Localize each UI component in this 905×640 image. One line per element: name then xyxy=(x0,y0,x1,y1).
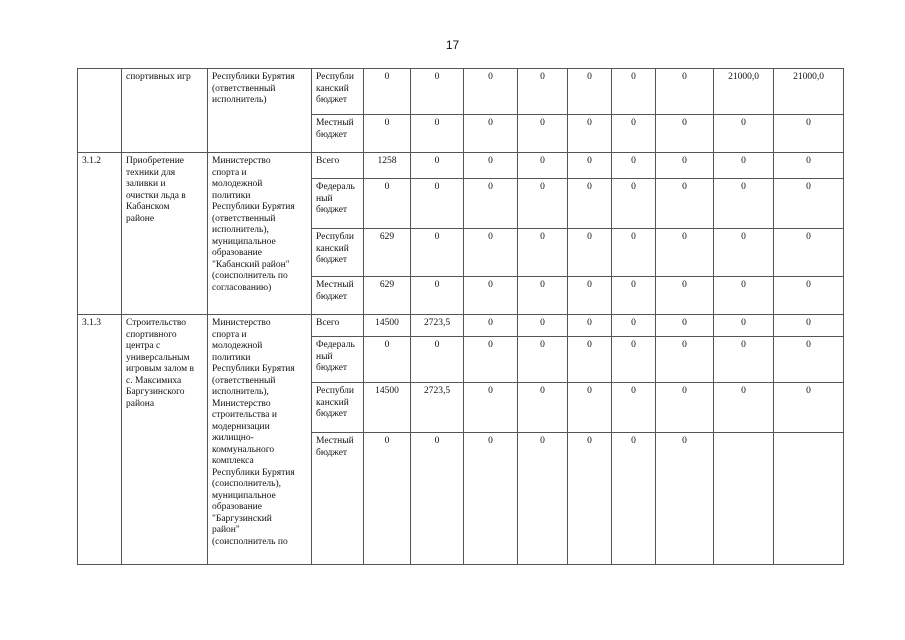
value-cell: 0 xyxy=(656,337,714,383)
value-cell: 0 xyxy=(714,383,774,433)
value-cell: 0 xyxy=(364,115,411,153)
value-cell: 1258 xyxy=(364,153,411,179)
value-cell: 0 xyxy=(518,153,568,179)
value-cell: 0 xyxy=(714,179,774,229)
table-row xyxy=(78,315,844,337)
value-cell: 0 xyxy=(774,337,844,383)
budget-source: Федераль ный бюджет xyxy=(312,337,364,383)
value-cell: 0 xyxy=(411,179,464,229)
value-cell: 0 xyxy=(411,115,464,153)
value-cell: 629 xyxy=(364,229,411,277)
value-cell: 0 xyxy=(656,69,714,115)
page-number: 17 xyxy=(445,38,460,52)
value-cell: 2723,5 xyxy=(411,383,464,433)
value-cell: 0 xyxy=(518,337,568,383)
budget-source: Местный бюджет xyxy=(312,115,364,153)
budget-source: Всего xyxy=(312,315,364,337)
value-cell: 0 xyxy=(411,433,464,565)
value-cell: 0 xyxy=(612,315,656,337)
value-cell: 2723,5 xyxy=(411,315,464,337)
budget-source: Местный бюджет xyxy=(312,277,364,315)
value-cell: 0 xyxy=(464,337,518,383)
value-cell: 0 xyxy=(518,69,568,115)
value-cell: 0 xyxy=(568,315,612,337)
measure-name: Приобретение техники для заливки и очистки льда в Кабанском районе xyxy=(122,153,208,315)
value-cell: 0 xyxy=(464,315,518,337)
value-cell: 0 xyxy=(568,153,612,179)
value-cell: 0 xyxy=(774,277,844,315)
table-row xyxy=(78,153,844,179)
executor-cell: Министерство спорта и молодежной политики Республики Бурятия (ответственный исполнитель), Министерство строительства и модернизации жилищно- коммунального комплекса Республики Бурятия (соисполнитель), муниципальное образование "Баргузинский район" (соисполнитель по xyxy=(208,315,312,565)
value-cell: 0 xyxy=(568,277,612,315)
value-cell: 0 xyxy=(518,115,568,153)
table-row xyxy=(78,69,844,115)
value-cell: 14500 xyxy=(364,315,411,337)
value-cell: 21000,0 xyxy=(774,69,844,115)
value-cell: 0 xyxy=(774,315,844,337)
measure-name: спортивных игр xyxy=(122,69,208,153)
value-cell: 0 xyxy=(464,229,518,277)
row-id: 3.1.2 xyxy=(78,153,122,315)
value-cell: 0 xyxy=(714,153,774,179)
value-cell: 0 xyxy=(774,115,844,153)
value-cell: 0 xyxy=(714,229,774,277)
value-cell: 0 xyxy=(568,229,612,277)
value-cell: 0 xyxy=(612,383,656,433)
value-cell: 0 xyxy=(464,115,518,153)
value-cell: 0 xyxy=(612,69,656,115)
value-cell: 0 xyxy=(518,277,568,315)
value-cell: 14500 xyxy=(364,383,411,433)
value-cell xyxy=(714,433,774,565)
value-cell: 0 xyxy=(568,179,612,229)
value-cell: 0 xyxy=(656,153,714,179)
value-cell: 0 xyxy=(464,179,518,229)
value-cell: 0 xyxy=(411,277,464,315)
value-cell: 0 xyxy=(656,179,714,229)
row-id xyxy=(78,69,122,153)
value-cell: 0 xyxy=(612,433,656,565)
value-cell: 0 xyxy=(568,383,612,433)
value-cell: 21000,0 xyxy=(714,69,774,115)
value-cell: 0 xyxy=(714,315,774,337)
value-cell: 0 xyxy=(774,383,844,433)
budget-source: Республи канский бюджет xyxy=(312,229,364,277)
value-cell: 0 xyxy=(411,337,464,383)
value-cell: 0 xyxy=(518,179,568,229)
value-cell: 0 xyxy=(656,383,714,433)
value-cell: 0 xyxy=(774,229,844,277)
value-cell: 629 xyxy=(364,277,411,315)
value-cell: 0 xyxy=(612,153,656,179)
measure-name: Строительство спортивного центра с универсальным игровым залом в с. Максимиха Баргузинского района xyxy=(122,315,208,565)
value-cell: 0 xyxy=(411,229,464,277)
value-cell: 0 xyxy=(364,433,411,565)
value-cell: 0 xyxy=(568,433,612,565)
value-cell: 0 xyxy=(518,229,568,277)
value-cell: 0 xyxy=(464,153,518,179)
budget-source: Всего xyxy=(312,153,364,179)
budget-source: Республи канский бюджет xyxy=(312,69,364,115)
value-cell: 0 xyxy=(518,383,568,433)
value-cell: 0 xyxy=(411,153,464,179)
value-cell: 0 xyxy=(656,433,714,565)
value-cell: 0 xyxy=(568,69,612,115)
value-cell: 0 xyxy=(568,337,612,383)
value-cell: 0 xyxy=(714,277,774,315)
budget-source: Местный бюджет xyxy=(312,433,364,565)
value-cell: 0 xyxy=(612,277,656,315)
value-cell: 0 xyxy=(612,115,656,153)
value-cell: 0 xyxy=(774,179,844,229)
value-cell: 0 xyxy=(568,115,612,153)
value-cell: 0 xyxy=(612,179,656,229)
value-cell: 0 xyxy=(464,383,518,433)
value-cell: 0 xyxy=(364,69,411,115)
value-cell: 0 xyxy=(464,69,518,115)
value-cell: 0 xyxy=(714,115,774,153)
value-cell: 0 xyxy=(364,179,411,229)
value-cell xyxy=(774,433,844,565)
value-cell: 0 xyxy=(612,229,656,277)
budget-table xyxy=(77,68,844,565)
value-cell: 0 xyxy=(364,337,411,383)
value-cell: 0 xyxy=(518,315,568,337)
executor-cell: Министерство спорта и молодежной политики Республики Бурятия (ответственный исполнитель), муниципальное образование "Кабанский район" (соисполнитель по согласованию) xyxy=(208,153,312,315)
value-cell: 0 xyxy=(714,337,774,383)
value-cell: 0 xyxy=(464,277,518,315)
value-cell: 0 xyxy=(656,229,714,277)
value-cell: 0 xyxy=(656,115,714,153)
value-cell: 0 xyxy=(518,433,568,565)
value-cell: 0 xyxy=(464,433,518,565)
value-cell: 0 xyxy=(656,315,714,337)
budget-source: Федераль ный бюджет xyxy=(312,179,364,229)
value-cell: 0 xyxy=(411,69,464,115)
value-cell: 0 xyxy=(612,337,656,383)
row-id: 3.1.3 xyxy=(78,315,122,565)
budget-source: Республи канский бюджет xyxy=(312,383,364,433)
value-cell: 0 xyxy=(656,277,714,315)
value-cell: 0 xyxy=(774,153,844,179)
executor-cell: Республики Бурятия (ответственный исполнитель) xyxy=(208,69,312,153)
